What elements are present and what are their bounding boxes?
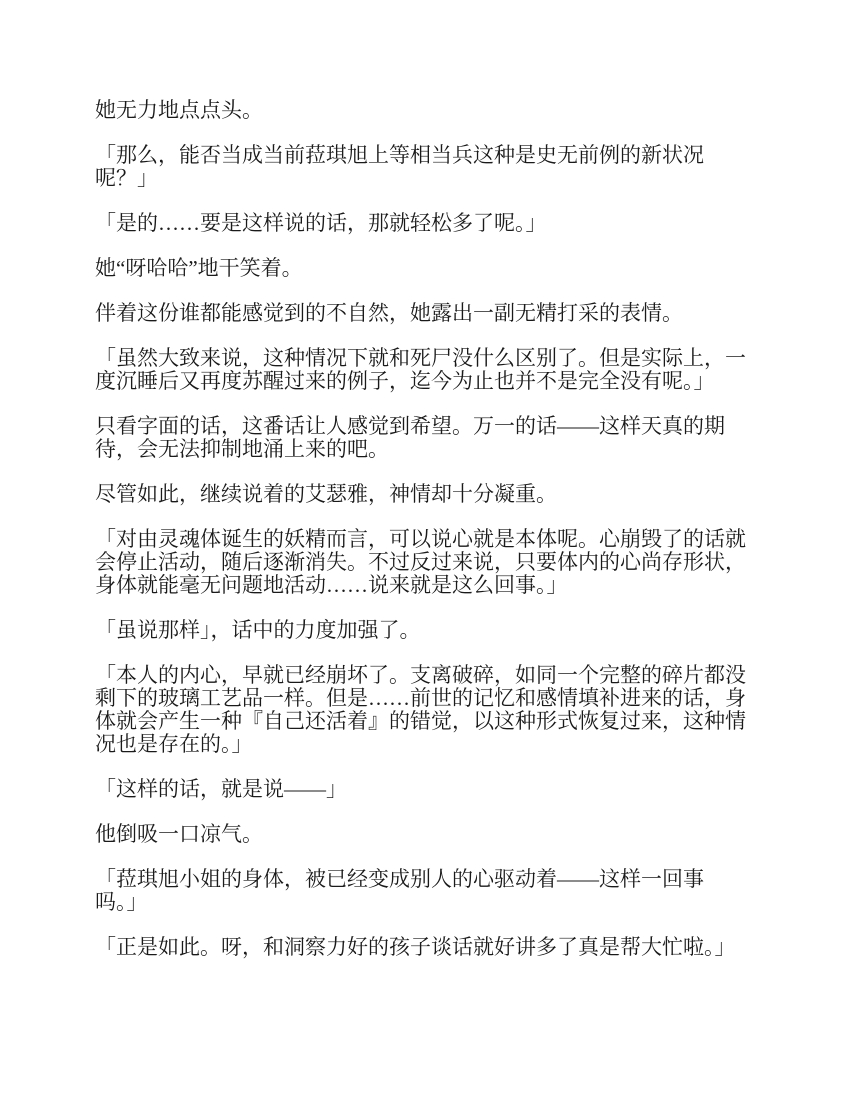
text-line: 「对由灵魂体诞生的妖精而言，可以说心就是本体呢。心崩毁了的话就: [95, 527, 746, 551]
text-line: 呢？」: [95, 166, 158, 190]
paragraph: [95, 347, 760, 393]
text-line: 伴着这份谁都能感觉到的不自然，她露出一副无精打采的表情。: [95, 301, 683, 325]
paragraph: [95, 664, 760, 756]
paragraph: [95, 936, 760, 959]
text-line: 「那么，能否当成当前菈琪旭上等相当兵这种是史无前例的新状况: [95, 143, 704, 167]
text-line: 「虽说那样」，话中的力度加强了。: [95, 618, 421, 642]
paragraph: [95, 302, 760, 325]
text-line: 他倒吸一口凉气。: [95, 822, 263, 846]
paragraph: [95, 144, 760, 190]
text-line: 「正是如此。呀，和洞察力好的孩子谈话就好讲多了真是帮大忙啦。」: [95, 935, 736, 959]
text-line: 度沉睡后又再度苏醒过来的例子，迄今为止也并不是完全没有呢。」: [95, 369, 715, 393]
paragraph: [95, 99, 760, 122]
text-line: 待，会无法抑制地涌上来的吧。: [95, 437, 389, 461]
paragraph: [95, 415, 760, 461]
text-line: 吗。」: [95, 890, 148, 914]
text-line: 体就会产生一种『自己还活着』的错觉，以这种形式恢复过来，这种情: [95, 709, 746, 733]
paragraph: [95, 868, 760, 914]
text-line: 况也是存在的。」: [95, 732, 253, 756]
paragraph: [95, 212, 760, 235]
text-line: 「虽然大致来说，这种情况下就和死尸没什么区别了。但是实际上，一: [95, 346, 746, 370]
text-line: 她无力地点点头。: [95, 98, 263, 122]
paragraph: [95, 257, 760, 280]
paragraph: [95, 528, 760, 597]
text-line: 会停止活动，随后逐渐消失。不过反过来说，只要体内的心尚存形状，: [95, 550, 746, 574]
text-line: 「本人的内心，早就已经崩坏了。支离破碎，如同一个完整的碎片都没: [95, 663, 746, 687]
paragraph: [95, 619, 760, 642]
paragraph: [95, 778, 760, 801]
paragraph: [95, 823, 760, 846]
text-line: 身体就能毫无问题地活动……说来就是这么回事。」: [95, 573, 568, 597]
paragraph: [95, 483, 760, 506]
text-line: 「是的……要是这样说的话，那就轻松多了呢。」: [95, 211, 547, 235]
text-line: 「这样的话，就是说——」: [95, 777, 347, 801]
text-line: 剩下的玻璃工艺品一样。但是……前世的记忆和感情填补进来的话，身: [95, 686, 746, 710]
text-line: 尽管如此，继续说着的艾瑟雅，神情却十分凝重。: [95, 482, 557, 506]
text-line: 「菈琪旭小姐的身体，被已经变成别人的心驱动着——这样一回事: [95, 867, 704, 891]
text-line: 她“呀哈哈”地干笑着。: [95, 256, 303, 280]
text-line: 只看字面的话，这番话让人感觉到希望。万一的话——这样天真的期: [95, 414, 725, 438]
